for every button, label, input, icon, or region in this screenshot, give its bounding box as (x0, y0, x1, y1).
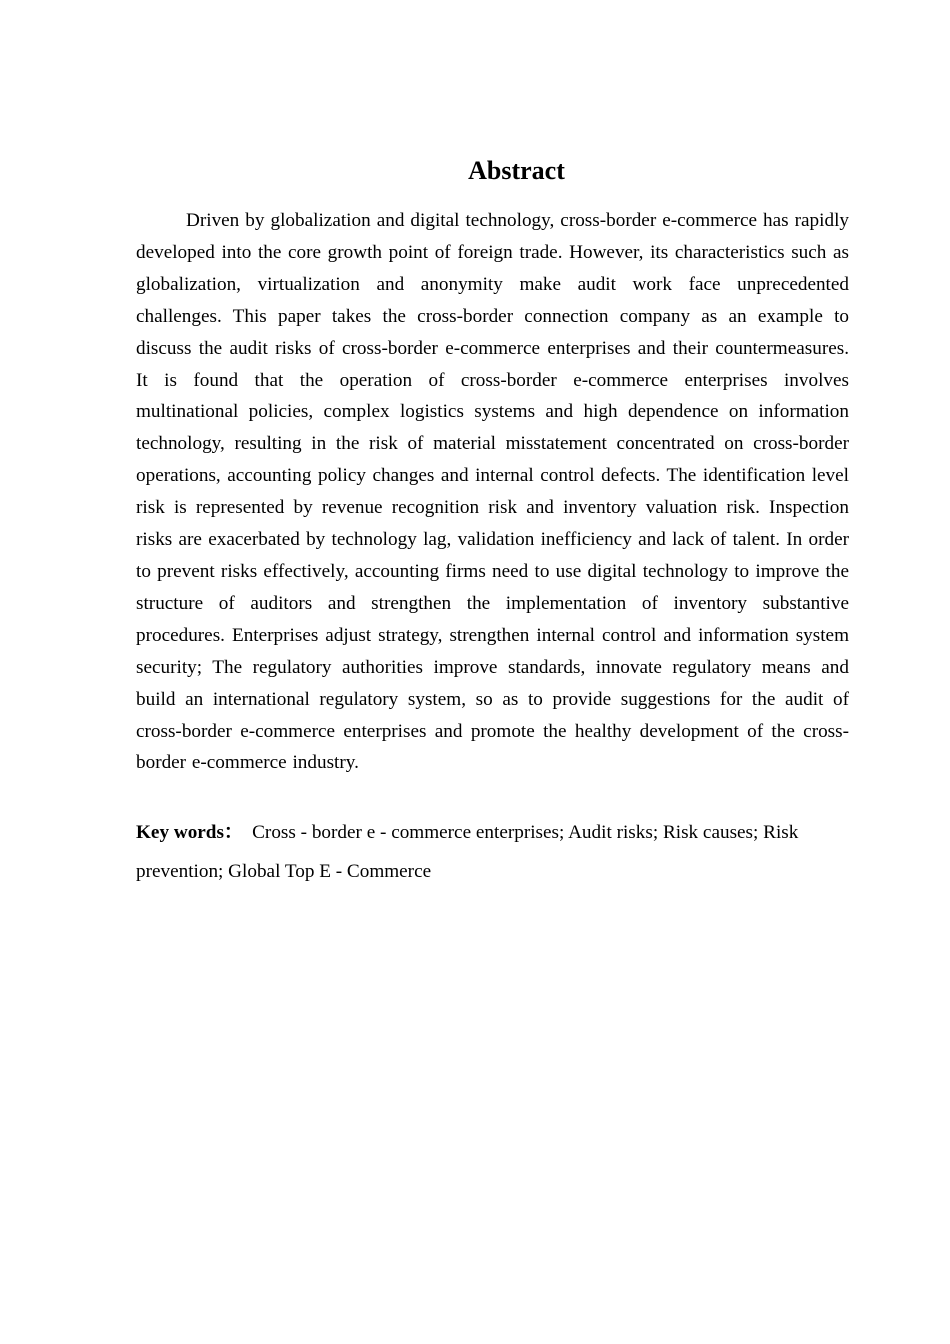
abstract-title: Abstract (468, 156, 565, 185)
abstract-paragraph: Driven by globalization and digital technology, cross-border e-commerce has rapidly developed into the core growth point of foreign trade. However, its characteristics such as globalization, virtualization and anonymity make audit work face unprecedented challenges. This paper takes the cross-border connection company as an example to discuss the audit risks of cross-border e-commerce enterprises and their countermeasures. It is found that the operation of cross-border e-commerce enterprises involves multinational policies, complex logistics systems and high dependence on information technology, resulting in the risk of material misstatement concentrated on cross-border operations, accounting policy changes and internal control defects. The identification level risk is represented by revenue recognition risk and inventory valuation risk. Inspection risks are exacerbated by technology lag, validation inefficiency and lack of talent. In order to prevent risks effectively, accounting firms need to use digital technology to improve the structure of auditors and strengthen the implementation of inventory substantive procedures. Enterprises adjust strategy, strengthen internal control and information system security; The regulatory authorities improve standards, innovate regulatory means and build an international regulatory system, so as to provide suggestions for the audit of cross-border e-commerce enterprises and promote the healthy development of the cross-border e-commerce industry. (136, 210, 849, 774)
keywords-text: Cross - border e - commerce enterprises; Audit risks; Risk causes; Risk prevention; Global Top E - Commerce (136, 822, 799, 883)
keywords-label: Key words： (136, 822, 244, 844)
keywords-line (136, 813, 849, 891)
